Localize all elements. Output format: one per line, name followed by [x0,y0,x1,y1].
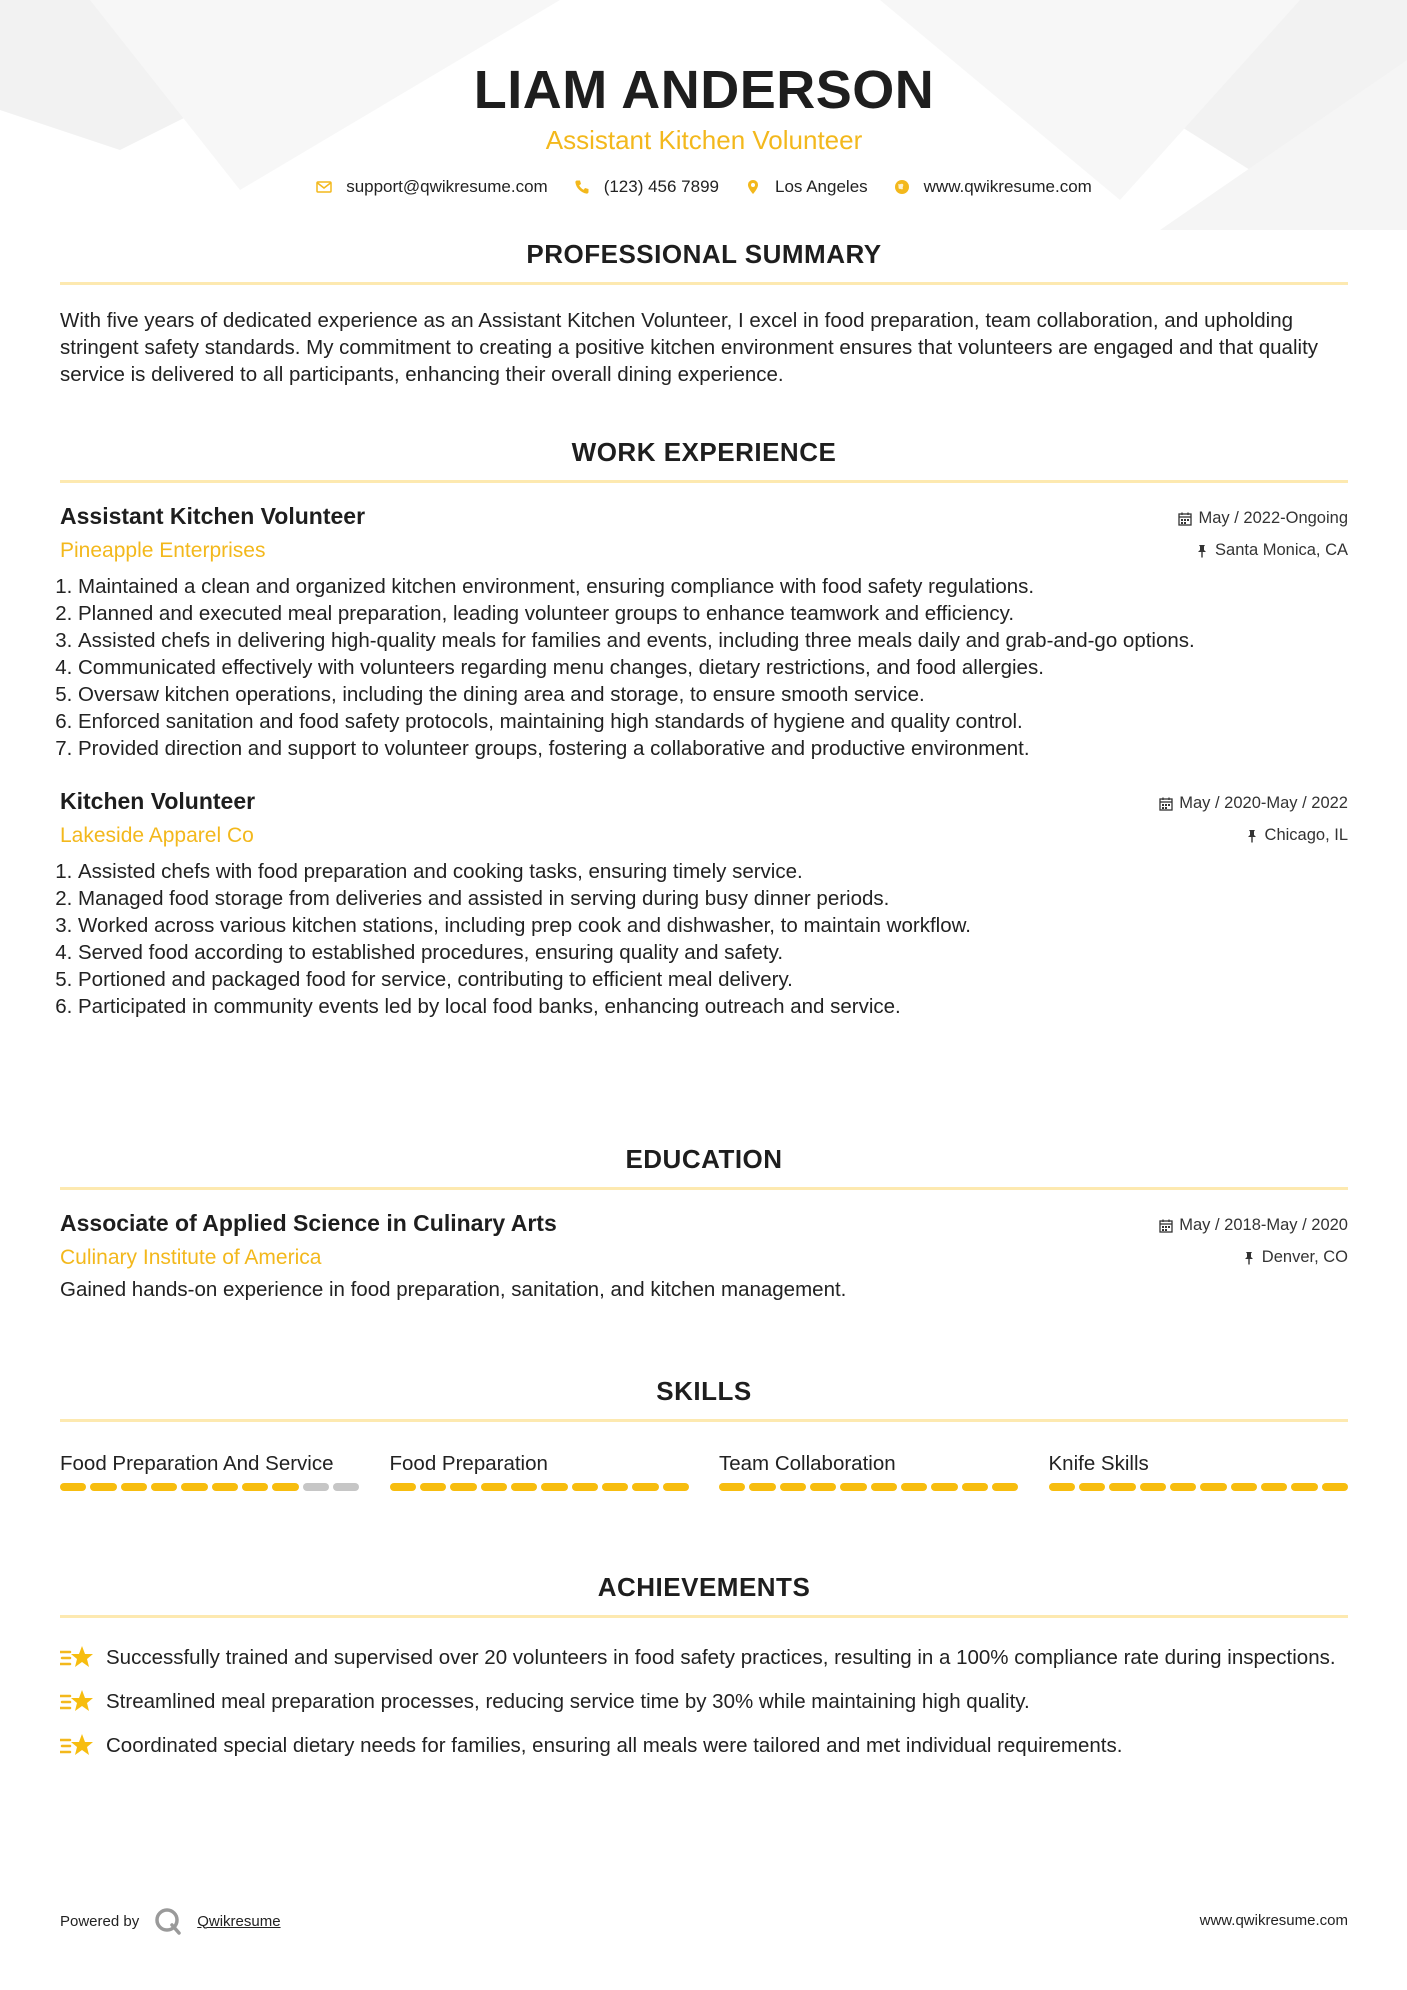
skill-level-bar [60,1483,360,1491]
skill-segment-filled [871,1483,897,1491]
job-date [1159,794,1348,813]
skill-segment-filled [541,1483,567,1491]
achievement-item [60,1644,1348,1672]
skill-item [390,1450,690,1491]
contact-phone-text: (123) 456 7899 [603,177,720,196]
job-location-text: Chicago, IL [1264,826,1348,844]
education-section [60,1143,1348,1303]
skill-name: Knife Skills [1048,1452,1149,1475]
education-location [1242,1248,1348,1267]
job-company: Pineapple Enterprises [60,539,266,562]
job-bullets [60,573,1348,762]
skill-segment-filled [962,1483,988,1491]
skill-segment-filled [1261,1483,1287,1491]
skill-item [60,1450,360,1491]
powered-by-label: Powered by [60,1912,140,1930]
footer-url[interactable]: www.qwikresume.com [1199,1912,1348,1929]
powered-by [60,1906,281,1936]
summary-section [60,238,1348,388]
skill-segment-filled [481,1483,507,1491]
summary-heading: PROFESSIONAL SUMMARY [526,239,882,269]
contact-phone[interactable] [574,176,719,198]
skill-item [1049,1450,1349,1491]
skill-segment-filled [663,1483,689,1491]
shooting-star-icon [60,1688,94,1716]
skill-segment-filled [719,1483,745,1491]
list-item: 1. Assisted chefs with food preparation and cooking tasks, ensuring timely service. [78,858,1348,885]
list-item: 2. Planned and executed meal preparation, leading volunteer groups to enhance teamwork and efficiency. [78,600,1348,627]
achievements-heading: ACHIEVEMENTS [597,1572,811,1602]
achievements-list [60,1644,1348,1760]
job-date-text: May / 2020-May / 2022 [1179,794,1348,812]
skill-segment-filled [121,1483,147,1491]
section-divider [60,1187,1348,1190]
education-date [1159,1216,1348,1235]
achievement-item [60,1732,1348,1760]
envelope-icon [316,179,332,195]
job-bullets [60,858,1348,1020]
skill-segment-filled [840,1483,866,1491]
achievement-item [60,1688,1348,1716]
pushpin-icon [1195,544,1209,558]
contact-bar [60,176,1348,198]
skill-segment-filled [272,1483,298,1491]
job-title: Kitchen Volunteer [60,788,256,814]
job-entry [60,503,1348,762]
contact-website-text: www.qwikresume.com [923,177,1092,196]
list-item: 5. Oversaw kitchen operations, including the dining area and storage, to ensure smooth service. [78,681,1348,708]
page-footer [60,1898,1348,1938]
job-date-text: May / 2022-Ongoing [1198,509,1348,527]
skill-name: Food Preparation [389,1452,548,1475]
skill-segment-filled [1109,1483,1135,1491]
skills-section [60,1375,1348,1491]
job-entry [60,788,1348,1020]
shooting-star-icon [60,1732,94,1760]
skill-segment-filled [602,1483,628,1491]
pushpin-icon [1242,1251,1256,1265]
resume-page [60,0,1348,1757]
list-item: 6. Enforced sanitation and food safety protocols, maintaining high standards of hygiene and quality control. [78,708,1348,735]
skill-segment-filled [1079,1483,1105,1491]
section-divider [60,1419,1348,1422]
skill-segment-filled [60,1483,86,1491]
skill-segment-filled [511,1483,537,1491]
experience-section [60,436,1348,1020]
skill-segment-filled [212,1483,238,1491]
list-item: 6. Participated in community events led by local food banks, enhancing outreach and service. [78,993,1348,1020]
skill-segment-filled [181,1483,207,1491]
qwikresume-logo-icon [153,1906,183,1936]
skill-segment-filled [151,1483,177,1491]
skill-segment-filled [780,1483,806,1491]
skill-segment-filled [931,1483,957,1491]
skills-heading: SKILLS [656,1376,752,1406]
list-item: 3. Assisted chefs in delivering high-quality meals for families and events, including three meals daily and grab-and-go options. [78,627,1348,654]
skill-segment-filled [1200,1483,1226,1491]
contact-email[interactable] [316,176,548,198]
list-item: 1. Maintained a clean and organized kitchen environment, ensuring compliance with food safety regulations. [78,573,1348,600]
shooting-star-icon [60,1644,94,1672]
section-divider [60,480,1348,483]
skill-segment-filled [749,1483,775,1491]
job-location [1245,826,1348,845]
job-date [1178,509,1348,528]
skill-segment-filled [1231,1483,1257,1491]
section-divider [60,1615,1348,1618]
skill-level-bar [1049,1483,1349,1491]
section-divider [60,282,1348,285]
skills-grid [60,1450,1348,1491]
candidate-title: Assistant Kitchen Volunteer [545,125,863,155]
contact-email-text: support@qwikresume.com [346,177,548,196]
job-location-text: Santa Monica, CA [1215,541,1348,559]
education-entry [60,1210,1348,1303]
skill-segment-filled [1049,1483,1075,1491]
pushpin-icon [1245,829,1259,843]
school-name: Culinary Institute of America [60,1246,322,1269]
skill-level-bar [719,1483,1019,1491]
skill-segment-filled [992,1483,1018,1491]
education-location-text: Denver, CO [1261,1248,1348,1266]
location-pin-icon [745,179,761,195]
skill-segment-empty [303,1483,329,1491]
skill-item [719,1450,1019,1491]
skill-segment-filled [450,1483,476,1491]
skill-segment-empty [333,1483,359,1491]
job-title: Assistant Kitchen Volunteer [60,503,366,529]
education-description: Gained hands-on experience in food preparation, sanitation, and kitchen management. [60,1278,847,1301]
globe-icon [894,179,910,195]
candidate-name: LIAM ANDERSON [473,60,935,120]
contact-location [745,176,868,198]
skill-segment-filled [1140,1483,1166,1491]
experience-heading: WORK EXPERIENCE [571,437,837,467]
skill-segment-filled [90,1483,116,1491]
skill-name: Food Preparation And Service [60,1452,334,1475]
qwikresume-link[interactable]: Qwikresume [197,1912,281,1930]
achievements-section [60,1571,1348,1776]
list-item: 3. Worked across various kitchen stations, including prep cook and dishwasher, to maintain workflow. [78,912,1348,939]
skill-level-bar [390,1483,690,1491]
job-company: Lakeside Apparel Co [60,824,254,847]
skill-segment-filled [901,1483,927,1491]
skill-segment-filled [1291,1483,1317,1491]
skill-segment-filled [1170,1483,1196,1491]
skill-segment-filled [632,1483,658,1491]
list-item: 4. Served food according to established procedures, ensuring quality and safety. [78,939,1348,966]
skill-segment-filled [810,1483,836,1491]
skill-segment-filled [572,1483,598,1491]
degree-title: Associate of Applied Science in Culinary Arts [60,1210,557,1236]
calendar-icon [1159,1219,1173,1233]
education-heading: EDUCATION [625,1144,783,1174]
calendar-icon [1178,512,1192,526]
achievement-text: Successfully trained and supervised over 20 volunteers in food safety practices, resulting in a 100% compliance rate during inspections. [106,1646,1336,1669]
skill-segment-filled [390,1483,416,1491]
phone-icon [574,179,590,195]
list-item: 4. Communicated effectively with volunteers regarding menu changes, dietary restrictions, and food allergies. [78,654,1348,681]
education-date-text: May / 2018-May / 2020 [1179,1216,1348,1234]
summary-text: With five years of dedicated experience as an Assistant Kitchen Volunteer, I excel in food preparation, team collaboration, and upholding stringent safety standards. My commitment to creating a positive kitchen environment ensures that volunteers are engaged and that quality service is delivered to all participants, enhancing their overall dining experience. [60,309,1319,386]
list-item: 5. Portioned and packaged food for service, contributing to efficient meal delivery. [78,966,1348,993]
skill-name: Team Collaboration [719,1452,896,1475]
achievement-text: Streamlined meal preparation processes, reducing service time by 30% while maintaining high quality. [106,1690,1030,1713]
contact-location-text: Los Angeles [775,177,868,196]
resume-header [60,0,1348,198]
skill-segment-filled [1322,1483,1348,1491]
job-location [1195,541,1348,560]
list-item: 7. Provided direction and support to volunteer groups, fostering a collaborative and productive environment. [78,735,1348,762]
skill-segment-filled [242,1483,268,1491]
achievement-text: Coordinated special dietary needs for families, ensuring all meals were tailored and met individual requirements. [106,1734,1123,1757]
calendar-icon [1159,797,1173,811]
skill-segment-filled [420,1483,446,1491]
list-item: 2. Managed food storage from deliveries and assisted in serving during busy dinner periods. [78,885,1348,912]
contact-website[interactable] [894,176,1092,198]
